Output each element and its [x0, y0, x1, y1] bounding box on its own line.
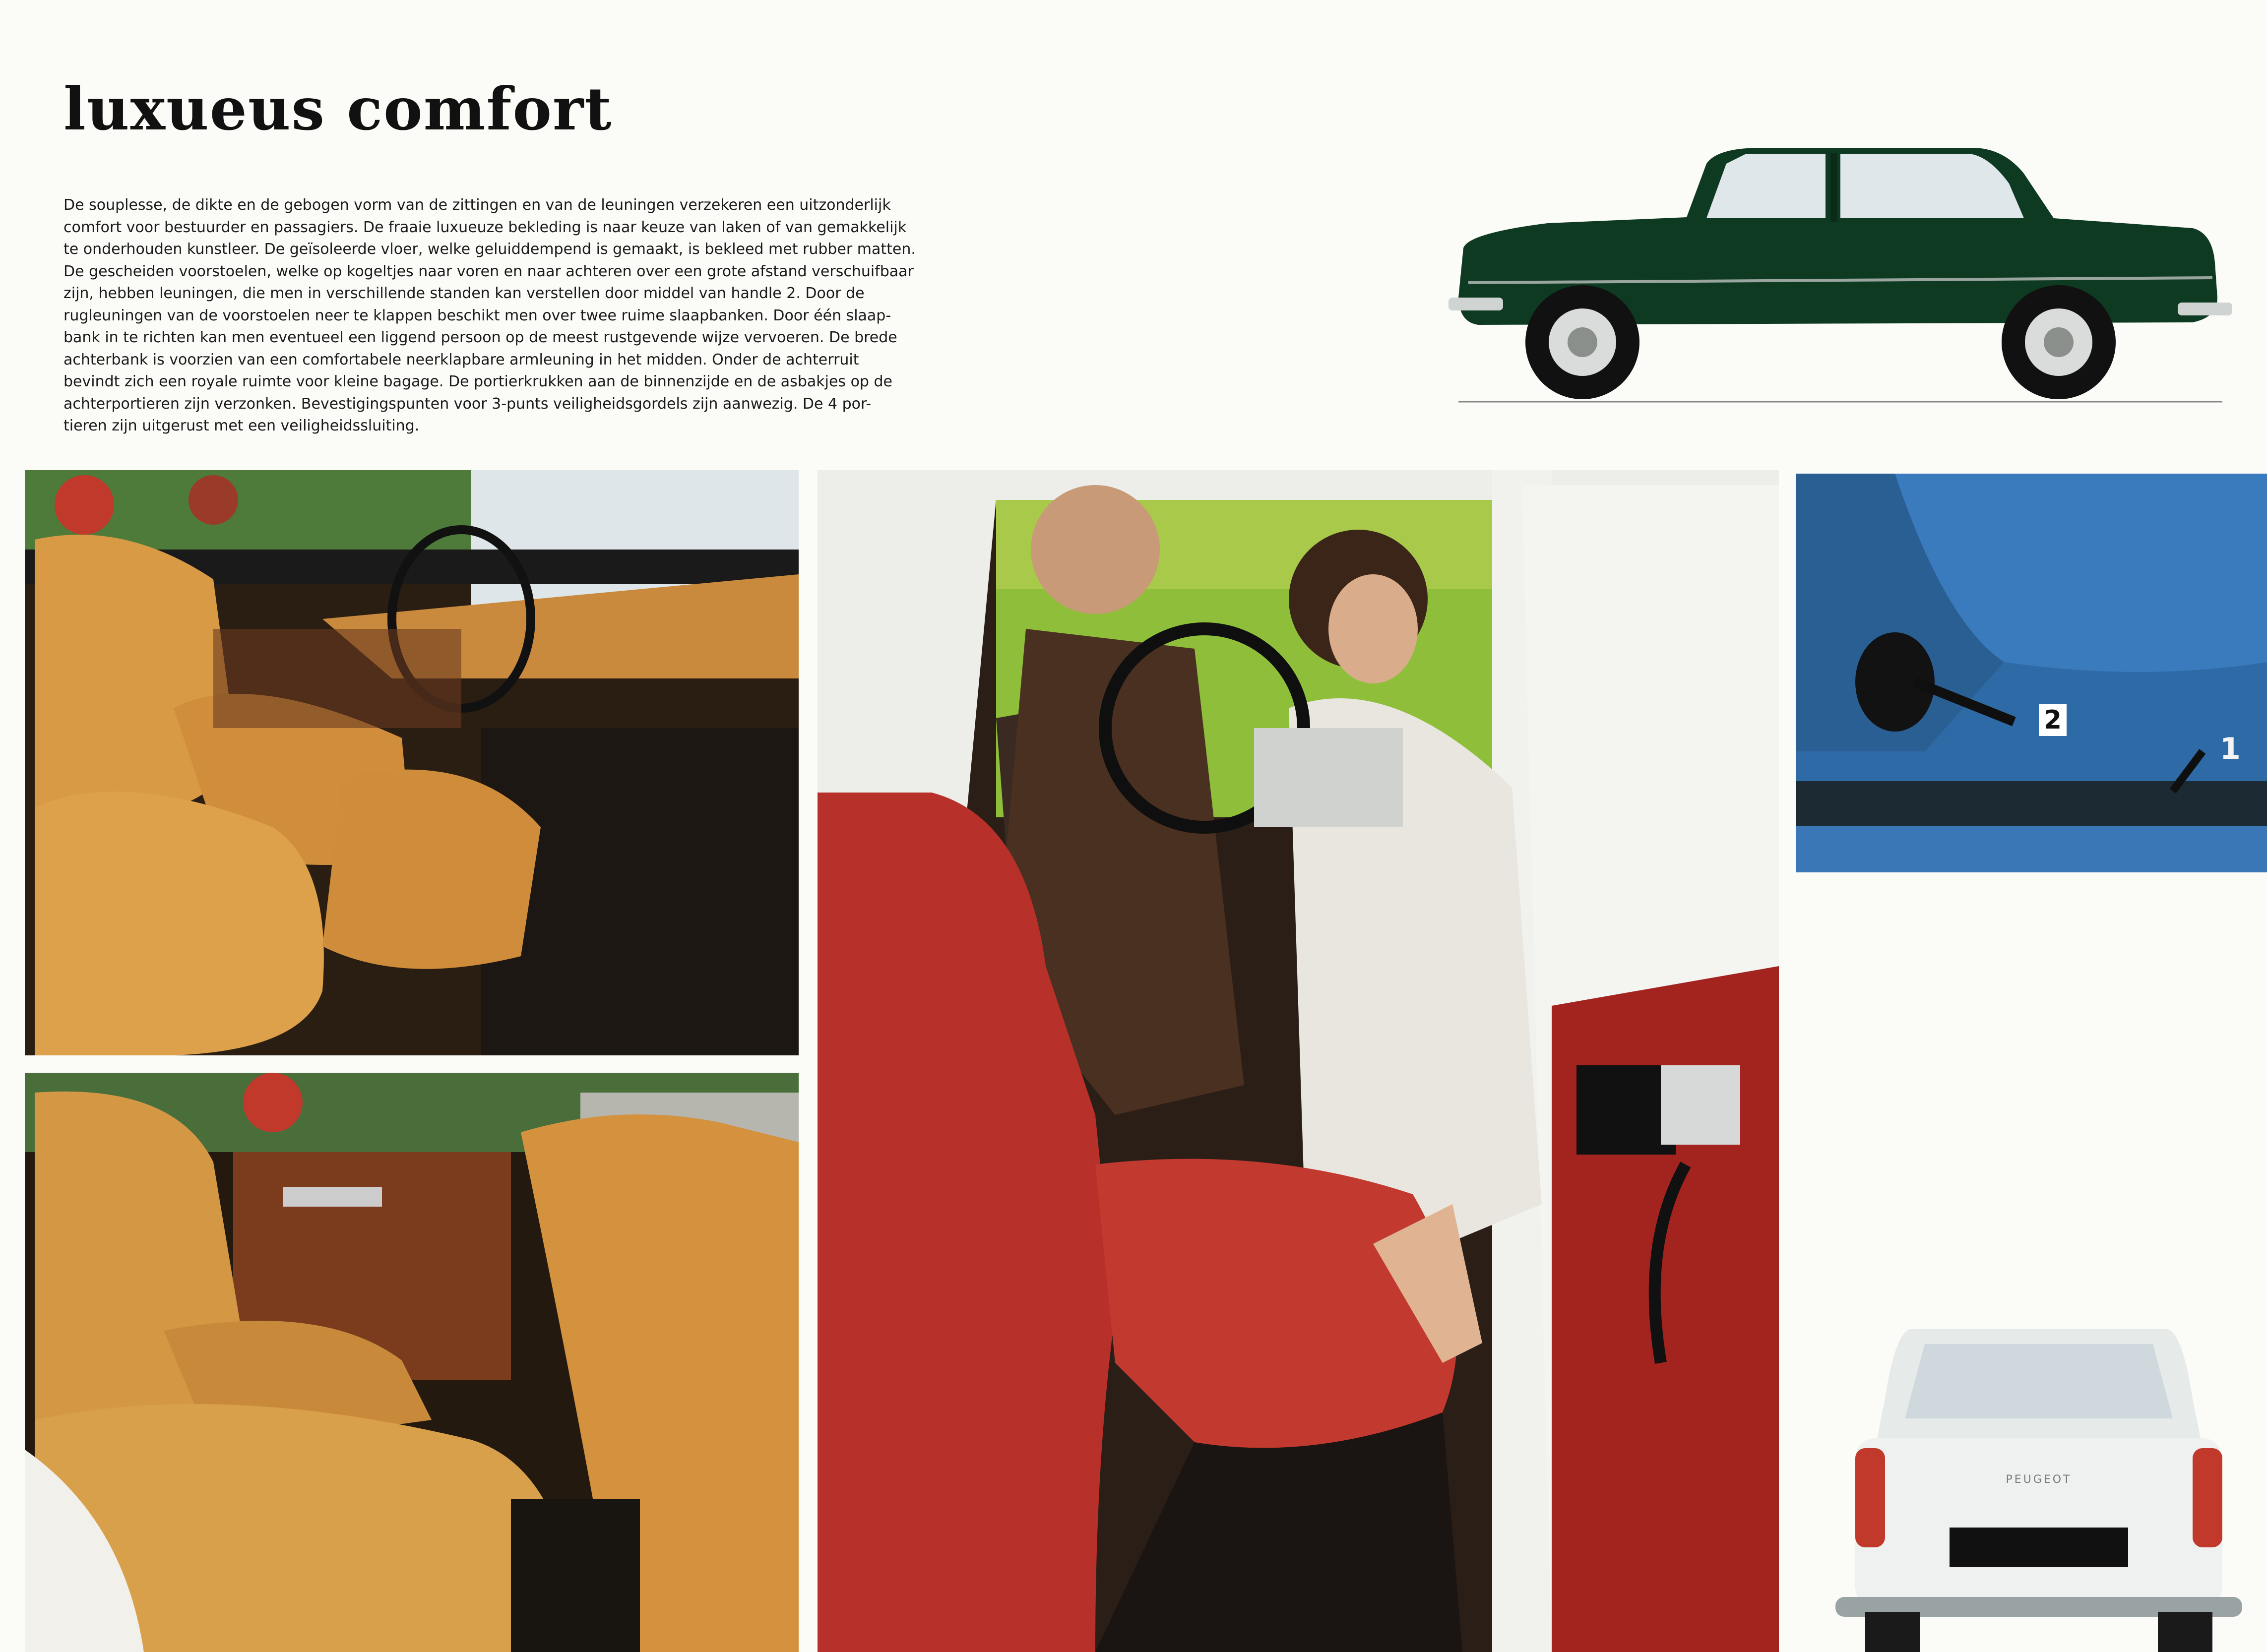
- text-line: comfort voor bestuurder en passagiers. De fraaie luxueuze bekleding is naar keuze van laken of van gemakkelijk: [63, 218, 907, 236]
- car-rear-photo: [1826, 1319, 2252, 1652]
- front-interior-photo: [25, 470, 799, 1055]
- rear-interior-photo: [25, 1073, 799, 1652]
- seat-handle-detail-photo: [1796, 474, 2267, 872]
- page-title: luxueus comfort: [63, 74, 613, 143]
- text-line: De souplesse, de dikte en de gebogen vorm van de zittingen en van de leuningen verzekeren een uitzonderlijk: [63, 196, 891, 214]
- couple-seat-photo: [818, 470, 1779, 1652]
- text-line: De gescheiden voorstoelen, welke op kogeltjes naar voren en naar achteren over een grote afstand verschuifbaar: [63, 262, 914, 280]
- handle-1-label: 1: [2220, 732, 2241, 766]
- car-side-photo: [1448, 134, 2232, 412]
- handle-2-label: 2: [2039, 704, 2067, 736]
- text-line: bevindt zich een royale ruimte voor kleine bagage. De portierkrukken aan de binnenzijde en de asbakjes op de: [63, 373, 893, 390]
- brand-lettering: PEUGEOT: [2006, 1473, 2072, 1486]
- text-line: bank in te richten kan men eventueel een liggend persoon op de meest rustgevende wijze vervoeren. De brede: [63, 329, 897, 346]
- text-line: achterbank is voorzien van een comfortabele neerklapbare armleuning in het midden. Onder de achterruit: [63, 351, 859, 368]
- text-line: tieren zijn uitgerust met een veiligheidssluiting.: [63, 417, 420, 434]
- text-line: achterportieren zijn verzonken. Bevestigingspunten voor 3-punts veiligheidsgordels zijn aanwezig. De 4 por-: [63, 395, 872, 413]
- intro-paragraph: [63, 194, 1041, 437]
- text-line: rugleuningen van de voorstoelen neer te klappen beschikt men over twee ruime slaapbanken. Door één slaap-: [63, 306, 891, 324]
- text-line: te onderhouden kunstleer. De geïsoleerde vloer, welke geluiddempend is gemaakt, is bekleed met rubber matten.: [63, 241, 916, 258]
- text-line: zijn, hebben leuningen, die men in verschillende standen kan verstellen door middel van handle 2. Door de: [63, 285, 865, 302]
